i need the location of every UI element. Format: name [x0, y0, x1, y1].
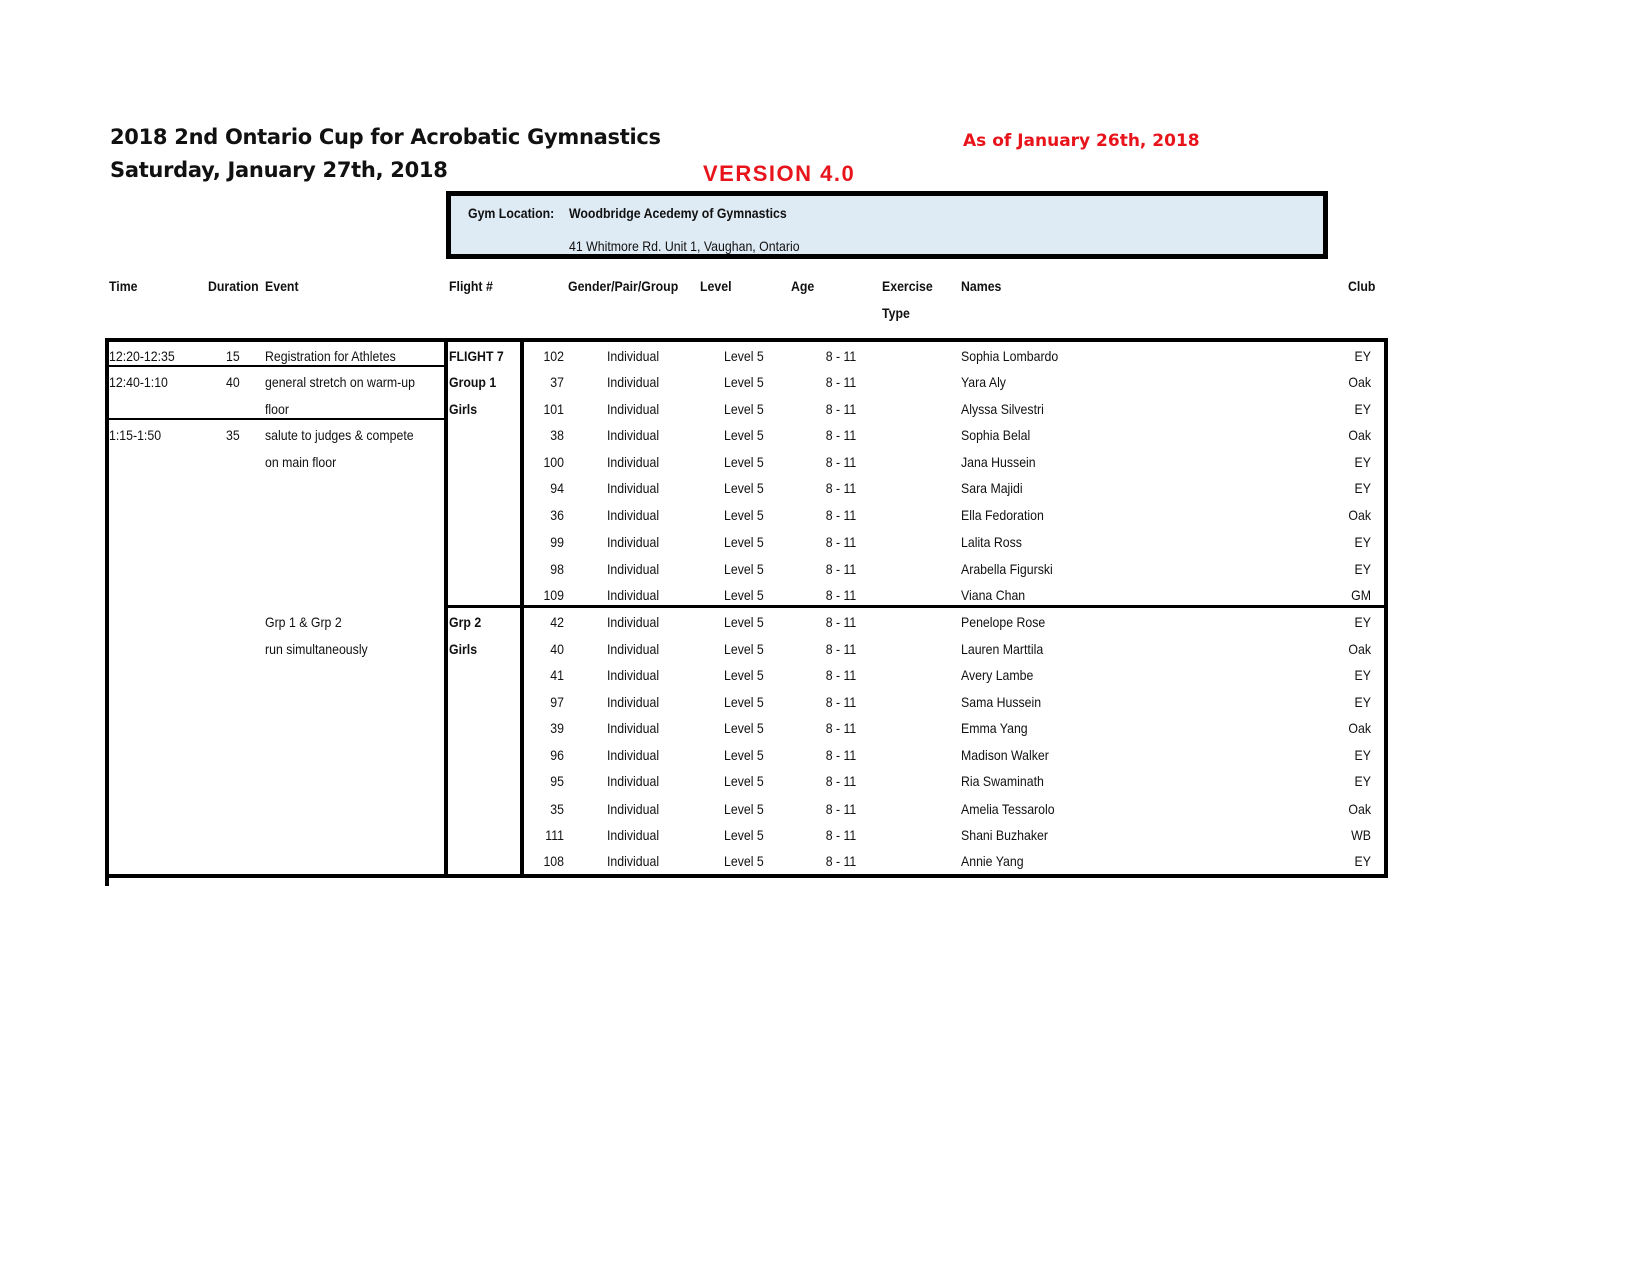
athlete-club: Oak: [1348, 801, 1371, 817]
athlete-age: 8 - 11: [825, 801, 857, 817]
athlete-name: Shani Buzhaker: [961, 827, 1048, 843]
entry-type: Individual: [607, 694, 660, 710]
entry-type: Individual: [607, 720, 660, 736]
entry-type: Individual: [607, 641, 660, 657]
schedule-event: salute to judges & compete: [265, 427, 414, 443]
entry-type: Individual: [607, 348, 660, 364]
athlete-level: Level 5: [724, 853, 764, 869]
athlete-name: Amelia Tessarolo: [961, 801, 1055, 817]
athlete-level: Level 5: [724, 401, 764, 417]
athlete-name: Ella Fedoration: [961, 507, 1044, 523]
athlete-age: 8 - 11: [825, 561, 857, 577]
col-level: Level: [700, 278, 732, 294]
athlete-name: Jana Hussein: [961, 454, 1036, 470]
athlete-number: 99: [550, 534, 564, 550]
athlete-name: Sama Hussein: [961, 694, 1042, 710]
athlete-number: 94: [550, 480, 564, 496]
athlete-age: 8 - 11: [825, 827, 857, 843]
entry-type: Individual: [607, 534, 660, 550]
flight-division: Girls: [449, 641, 478, 657]
athlete-level: Level 5: [724, 801, 764, 817]
athlete-name: Arabella Figurski: [961, 561, 1053, 577]
col-exercise-type: Type: [882, 305, 910, 321]
athlete-club: GM: [1351, 587, 1371, 603]
schedule-duration: 15: [226, 348, 240, 364]
athlete-level: Level 5: [724, 667, 764, 683]
athlete-level: Level 5: [724, 374, 764, 390]
athlete-age: 8 - 11: [825, 694, 857, 710]
athlete-club: Oak: [1348, 374, 1371, 390]
col-exercise: Exercise: [882, 278, 933, 294]
entry-type: Individual: [607, 587, 660, 603]
athlete-age: 8 - 11: [825, 720, 857, 736]
athlete-number: 96: [550, 747, 564, 763]
athlete-age: 8 - 11: [825, 374, 857, 390]
schedule-event: general stretch on warm-up: [265, 374, 415, 390]
athlete-number: 39: [550, 720, 564, 736]
entry-type: Individual: [607, 801, 660, 817]
athlete-level: Level 5: [724, 534, 764, 550]
athlete-level: Level 5: [724, 747, 764, 763]
athlete-level: Level 5: [724, 587, 764, 603]
entry-type: Individual: [607, 667, 660, 683]
athlete-level: Level 5: [724, 614, 764, 630]
athlete-level: Level 5: [724, 694, 764, 710]
athlete-age: 8 - 11: [825, 348, 857, 364]
entry-type: Individual: [607, 507, 660, 523]
schedule-event: Registration for Athletes: [265, 348, 396, 364]
athlete-name: Lalita Ross: [961, 534, 1022, 550]
flight-division: Girls: [449, 401, 478, 417]
athlete-name: Madison Walker: [961, 747, 1049, 763]
athlete-age: 8 - 11: [825, 747, 857, 763]
col-club: Club: [1348, 278, 1376, 294]
col-duration: Duration: [208, 278, 259, 294]
entry-type: Individual: [607, 773, 660, 789]
athlete-club: EY: [1354, 747, 1371, 763]
athlete-age: 8 - 11: [825, 641, 857, 657]
athlete-number: 95: [550, 773, 564, 789]
athlete-age: 8 - 11: [825, 401, 857, 417]
as-of-date: As of January 26th, 2018: [963, 131, 1200, 151]
athlete-age: 8 - 11: [825, 587, 857, 603]
entry-type: Individual: [607, 827, 660, 843]
athlete-level: Level 5: [724, 454, 764, 470]
schedule-time: 12:20-12:35: [109, 348, 175, 364]
athlete-name: Yara Aly: [961, 374, 1006, 390]
col-event: Event: [265, 278, 299, 294]
athlete-level: Level 5: [724, 827, 764, 843]
entry-type: Individual: [607, 747, 660, 763]
athlete-age: 8 - 11: [825, 773, 857, 789]
athlete-level: Level 5: [724, 507, 764, 523]
version-label: VERSION 4.0: [703, 161, 856, 186]
athlete-name: Emma Yang: [961, 720, 1028, 736]
athlete-age: 8 - 11: [825, 480, 857, 496]
athlete-name: Penelope Rose: [961, 614, 1046, 630]
athlete-club: EY: [1354, 348, 1371, 364]
athlete-age: 8 - 11: [825, 427, 857, 443]
athlete-level: Level 5: [724, 641, 764, 657]
athlete-age: 8 - 11: [825, 454, 857, 470]
schedule-event: run simultaneously: [265, 641, 368, 657]
athlete-number: 36: [550, 507, 564, 523]
flight-group: Grp 2: [449, 614, 482, 630]
athlete-club: Oak: [1348, 720, 1371, 736]
athlete-age: 8 - 11: [825, 614, 857, 630]
athlete-level: Level 5: [724, 427, 764, 443]
col-flight: Flight #: [449, 278, 493, 294]
athlete-club: EY: [1354, 667, 1371, 683]
athlete-age: 8 - 11: [825, 667, 857, 683]
flight-group: Group 1: [449, 374, 497, 390]
athlete-number: 40: [550, 641, 564, 657]
athlete-club: EY: [1354, 561, 1371, 577]
athlete-number: 41: [550, 667, 564, 683]
athlete-number: 98: [550, 561, 564, 577]
athlete-number: 42: [550, 614, 564, 630]
athlete-club: WB: [1351, 827, 1371, 843]
athlete-number: 109: [543, 587, 564, 603]
schedule-event: floor: [265, 401, 289, 417]
flight-label: FLIGHT 7: [449, 348, 504, 364]
athlete-club: Oak: [1348, 427, 1371, 443]
page-title: 2018 2nd Ontario Cup for Acrobatic Gymnastics: [110, 125, 661, 149]
athlete-level: Level 5: [724, 561, 764, 577]
athlete-number: 101: [543, 401, 564, 417]
col-age: Age: [791, 278, 815, 294]
athlete-level: Level 5: [724, 348, 764, 364]
athlete-level: Level 5: [724, 480, 764, 496]
entry-type: Individual: [607, 853, 660, 869]
gym-location-label: Gym Location:: [468, 205, 555, 221]
athlete-name: Sophia Lombardo: [961, 348, 1059, 364]
athlete-number: 38: [550, 427, 564, 443]
athlete-number: 108: [543, 853, 564, 869]
event-date: Saturday, January 27th, 2018: [110, 158, 448, 182]
athlete-club: EY: [1354, 401, 1371, 417]
schedule-event: Grp 1 & Grp 2: [265, 614, 342, 630]
athlete-club: EY: [1354, 694, 1371, 710]
athlete-level: Level 5: [724, 773, 764, 789]
entry-type: Individual: [607, 454, 660, 470]
athlete-level: Level 5: [724, 720, 764, 736]
entry-type: Individual: [607, 401, 660, 417]
col-gender: Gender/Pair/Group: [568, 278, 679, 294]
entry-type: Individual: [607, 374, 660, 390]
athlete-club: EY: [1354, 480, 1371, 496]
athlete-name: Annie Yang: [961, 853, 1024, 869]
athlete-name: Sara Majidi: [961, 480, 1023, 496]
athlete-club: EY: [1354, 773, 1371, 789]
athlete-club: EY: [1354, 853, 1371, 869]
athlete-name: Viana Chan: [961, 587, 1026, 603]
schedule-time: 1:15-1:50: [109, 427, 162, 443]
schedule-duration: 40: [226, 374, 240, 390]
entry-type: Individual: [607, 480, 660, 496]
entry-type: Individual: [607, 561, 660, 577]
entry-type: Individual: [607, 614, 660, 630]
schedule-time: 12:40-1:10: [109, 374, 168, 390]
athlete-name: Alyssa Silvestri: [961, 401, 1044, 417]
athlete-club: EY: [1354, 454, 1371, 470]
col-names: Names: [961, 278, 1002, 294]
athlete-number: 111: [545, 827, 564, 843]
athlete-name: Lauren Marttila: [961, 641, 1044, 657]
athlete-number: 100: [543, 454, 564, 470]
athlete-number: 35: [550, 801, 564, 817]
entry-type: Individual: [607, 427, 660, 443]
col-time: Time: [109, 278, 138, 294]
athlete-club: EY: [1354, 534, 1371, 550]
athlete-age: 8 - 11: [825, 534, 857, 550]
athlete-name: Ria Swaminath: [961, 773, 1044, 789]
gym-name: Woodbridge Acedemy of Gymnastics: [569, 205, 787, 221]
athlete-age: 8 - 11: [825, 853, 857, 869]
gym-address: 41 Whitmore Rd. Unit 1, Vaughan, Ontario: [569, 238, 800, 254]
athlete-number: 102: [543, 348, 564, 364]
athlete-name: Sophia Belal: [961, 427, 1031, 443]
schedule-duration: 35: [226, 427, 240, 443]
athlete-name: Avery Lambe: [961, 667, 1034, 683]
athlete-number: 97: [550, 694, 564, 710]
athlete-club: EY: [1354, 614, 1371, 630]
schedule-event: on main floor: [265, 454, 337, 470]
athlete-club: Oak: [1348, 507, 1371, 523]
athlete-age: 8 - 11: [825, 507, 857, 523]
athlete-club: Oak: [1348, 641, 1371, 657]
athlete-number: 37: [550, 374, 564, 390]
